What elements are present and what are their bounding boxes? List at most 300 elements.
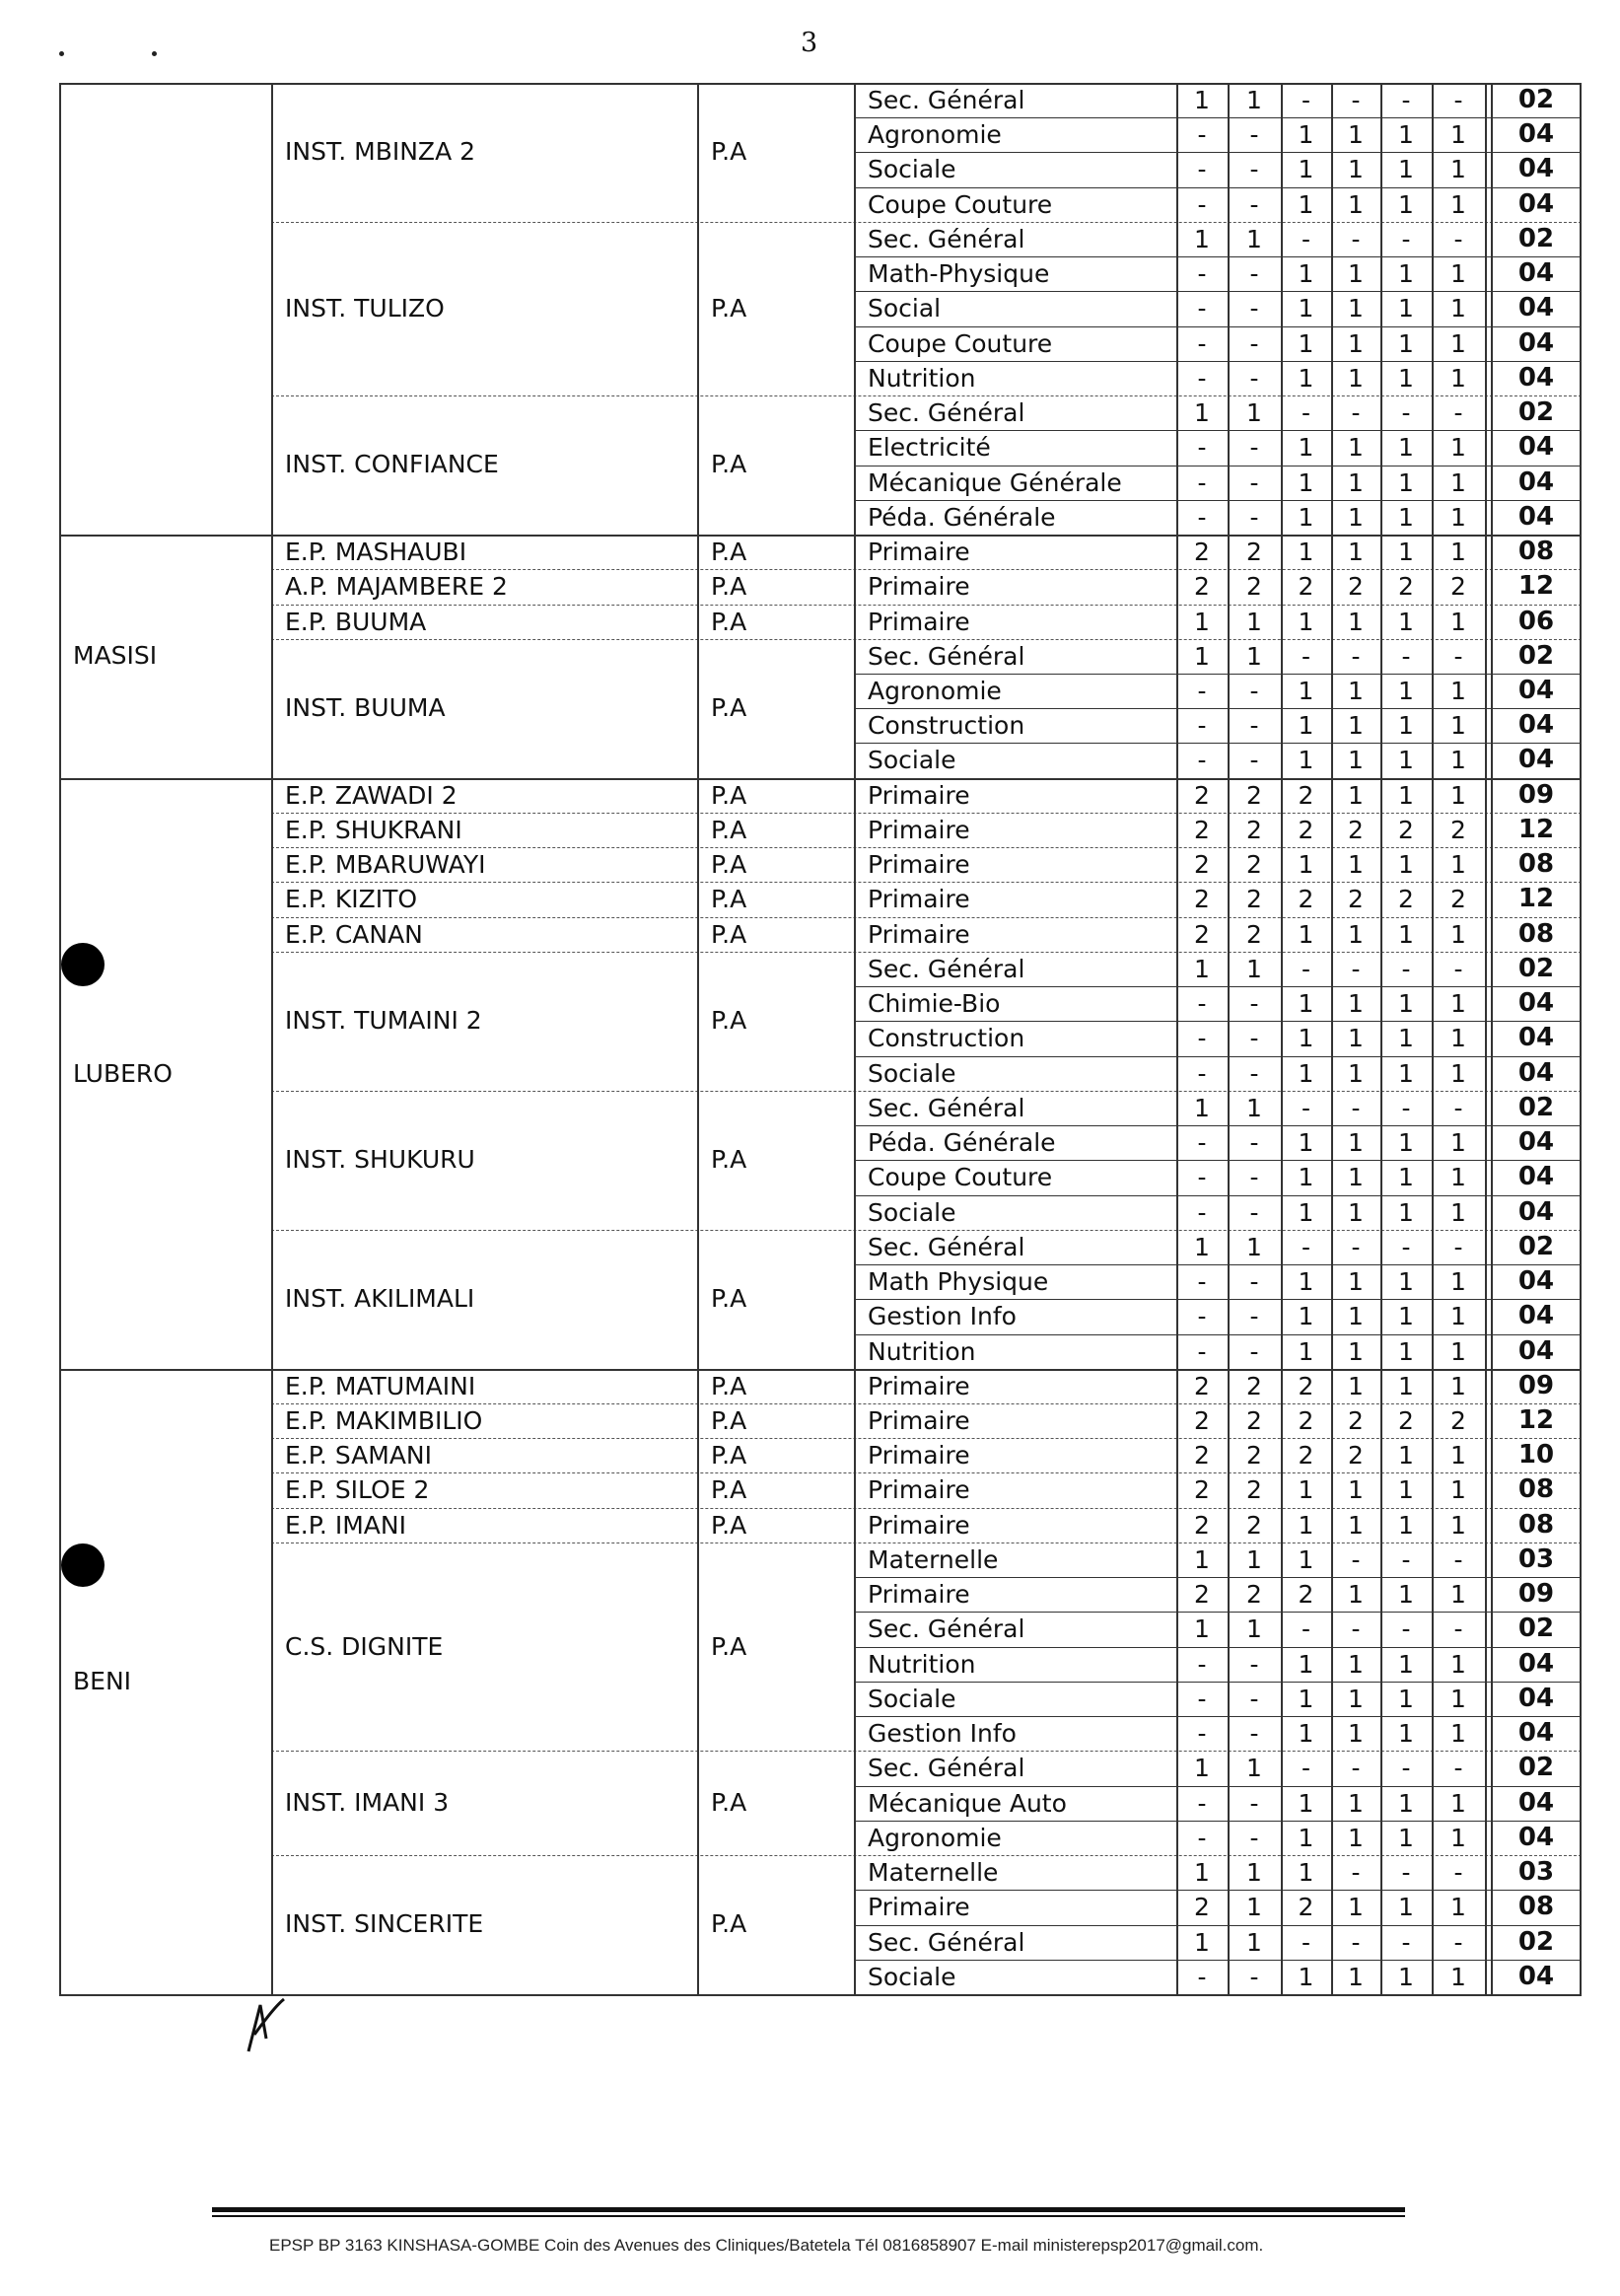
class-count: 1 (1450, 919, 1466, 949)
class-count: - (1453, 1544, 1463, 1574)
class-count: 1 (1298, 850, 1314, 880)
class-count: 1 (1398, 919, 1414, 949)
option-name: Math Physique (868, 1267, 1049, 1297)
class-count: - (1249, 1128, 1259, 1158)
option-total: 06 (1517, 606, 1555, 636)
option-name: Primaire (868, 1475, 970, 1505)
option-total: 04 (1517, 327, 1555, 358)
class-count: 1 (1398, 1371, 1414, 1400)
school-regime: P.A (711, 815, 747, 844)
option-name: Sociale (868, 155, 956, 184)
class-count: - (1453, 1093, 1463, 1122)
option-name: Construction (868, 711, 1025, 741)
class-count: - (1249, 467, 1259, 497)
school-name: E.P. IMANI (285, 1510, 406, 1540)
class-count: - (1249, 1684, 1259, 1713)
class-count: 1 (1298, 120, 1314, 150)
class-count: 1 (1348, 502, 1364, 532)
class-count: - (1197, 1163, 1207, 1192)
option-name: Primaire (868, 815, 970, 844)
class-count: 2 (1246, 815, 1262, 844)
class-count: 1 (1194, 398, 1210, 428)
option-name: Sociale (868, 1197, 956, 1227)
option-total: 08 (1517, 1509, 1555, 1540)
option-total: 09 (1517, 1579, 1555, 1610)
school-name: INST. IMANI 3 (285, 1788, 450, 1818)
option-name: Sociale (868, 1058, 956, 1088)
option-name: Primaire (868, 1580, 970, 1610)
option-total: 02 (1517, 223, 1555, 253)
class-count: - (1351, 398, 1361, 428)
option-total: 04 (1517, 1023, 1555, 1053)
class-count: - (1197, 467, 1207, 497)
option-name: Agronomie (868, 677, 1002, 706)
table-rule (271, 917, 1582, 918)
table-rule (271, 882, 1582, 883)
option-name: Math-Physique (868, 259, 1050, 289)
class-count: 1 (1348, 677, 1364, 706)
option-name: Primaire (868, 1441, 970, 1471)
class-count: 1 (1298, 1788, 1314, 1818)
class-count: 1 (1348, 259, 1364, 289)
class-count: 1 (1398, 711, 1414, 741)
class-count: 1 (1450, 294, 1466, 323)
option-total: 04 (1517, 1822, 1555, 1852)
class-count: - (1197, 677, 1207, 706)
class-count: - (1249, 1649, 1259, 1679)
class-count: - (1351, 1614, 1361, 1644)
class-count: 2 (1194, 1510, 1210, 1540)
table-rule (854, 1612, 1582, 1613)
class-count: 1 (1450, 989, 1466, 1019)
table-rule (854, 83, 856, 1996)
table-rule (854, 743, 1582, 744)
table-rule (1485, 83, 1487, 1996)
class-count: 1 (1348, 1058, 1364, 1088)
class-count: - (1249, 433, 1259, 463)
class-count: 1 (1450, 259, 1466, 289)
class-count: - (1249, 1163, 1259, 1192)
school-name: INST. MBINZA 2 (285, 137, 476, 166)
class-count: - (1351, 86, 1361, 114)
option-name: Péda. Générale (868, 1128, 1056, 1158)
class-count: - (1197, 1649, 1207, 1679)
class-count: 1 (1348, 1580, 1364, 1610)
option-name: Primaire (868, 1510, 970, 1540)
option-total: 02 (1517, 953, 1555, 983)
class-count: 1 (1450, 1823, 1466, 1852)
class-count: 1 (1194, 86, 1210, 114)
class-count: 1 (1348, 746, 1364, 775)
class-count: 1 (1298, 711, 1314, 741)
class-count: 2 (1298, 885, 1314, 914)
school-name: E.P. MASHAUBI (285, 538, 467, 567)
class-count: - (1249, 189, 1259, 219)
class-count: 2 (1246, 1475, 1262, 1505)
class-count: 1 (1398, 467, 1414, 497)
school-regime: P.A (711, 885, 747, 914)
class-count: 1 (1398, 607, 1414, 636)
class-count: - (1301, 1093, 1311, 1122)
school-regime: P.A (711, 450, 747, 479)
class-count: 1 (1194, 641, 1210, 671)
table-rule (1432, 83, 1434, 1996)
class-count: 2 (1398, 572, 1414, 602)
table-rule (854, 1195, 1582, 1196)
class-count: 1 (1298, 467, 1314, 497)
class-count: 1 (1298, 294, 1314, 323)
option-total: 04 (1517, 1127, 1555, 1158)
option-total: 04 (1517, 1961, 1555, 1991)
class-count: 1 (1450, 1580, 1466, 1610)
option-name: Péda. Générale (868, 502, 1056, 532)
footer-address: EPSP BP 3163 KINSHASA-GOMBE Coin des Avenues des Cliniques/Batetela Tél 0816858907 E-mail ministerepsp2017@gmail.com. (269, 2236, 1264, 2255)
region-name: MASISI (73, 641, 158, 671)
table-rule (854, 291, 1582, 292)
option-total: 02 (1517, 1231, 1555, 1261)
class-count: 1 (1398, 1823, 1414, 1852)
class-count: - (1249, 363, 1259, 393)
class-count: 2 (1298, 780, 1314, 810)
class-count: 1 (1348, 1823, 1364, 1852)
class-count: - (1249, 502, 1259, 532)
option-name: Agronomie (868, 120, 1002, 150)
table-rule (854, 708, 1582, 709)
class-count: 1 (1450, 1962, 1466, 1991)
option-total: 04 (1517, 362, 1555, 393)
class-count: 1 (1348, 919, 1364, 949)
class-count: 1 (1450, 1788, 1466, 1818)
table-rule (271, 222, 1582, 223)
class-count: 1 (1450, 1719, 1466, 1749)
class-count: - (1453, 1858, 1463, 1888)
class-count: - (1401, 1232, 1411, 1261)
class-count: 1 (1398, 1024, 1414, 1053)
table-rule (59, 1369, 271, 1371)
option-total: 04 (1517, 1683, 1555, 1713)
class-count: - (1401, 641, 1411, 671)
school-regime: P.A (711, 1283, 747, 1313)
class-count: 1 (1450, 850, 1466, 880)
class-count: - (1197, 1684, 1207, 1713)
class-count: 2 (1194, 780, 1210, 810)
table-rule (854, 1299, 1582, 1300)
school-regime: P.A (711, 538, 747, 567)
class-count: - (1301, 641, 1311, 671)
school-regime: P.A (711, 1510, 747, 1540)
class-count: 1 (1194, 1858, 1210, 1888)
class-count: 1 (1348, 1371, 1364, 1400)
class-count: 1 (1348, 607, 1364, 636)
class-count: 1 (1298, 189, 1314, 219)
class-count: 1 (1194, 1927, 1210, 1957)
school-regime: P.A (711, 1909, 747, 1939)
class-count: 1 (1398, 502, 1414, 532)
option-total: 03 (1517, 1543, 1555, 1574)
option-name: Primaire (868, 885, 970, 914)
class-count: 1 (1298, 1962, 1314, 1991)
class-count: 1 (1398, 1684, 1414, 1713)
class-count: - (1453, 954, 1463, 983)
option-total: 04 (1517, 119, 1555, 150)
class-count: - (1249, 120, 1259, 150)
class-count: 1 (1298, 1684, 1314, 1713)
class-count: 2 (1398, 1405, 1414, 1435)
class-count: 1 (1246, 1754, 1262, 1783)
school-regime: P.A (711, 1405, 747, 1435)
option-total: 04 (1517, 1057, 1555, 1088)
option-name: Sociale (868, 1684, 956, 1713)
class-count: 1 (1348, 467, 1364, 497)
option-total: 09 (1517, 1370, 1555, 1400)
class-count: - (1197, 363, 1207, 393)
option-total: 08 (1517, 1474, 1555, 1505)
class-count: 1 (1298, 433, 1314, 463)
option-name: Gestion Info (868, 1302, 1017, 1331)
class-count: - (1401, 1858, 1411, 1888)
table-rule (271, 639, 1582, 640)
class-count: 1 (1348, 1267, 1364, 1297)
class-count: 1 (1450, 1371, 1466, 1400)
footer-rule (212, 2207, 1405, 2212)
class-count: 2 (1298, 1893, 1314, 1922)
school-regime: P.A (711, 919, 747, 949)
school-name: INST. TUMAINI 2 (285, 1005, 482, 1035)
school-regime: P.A (711, 850, 747, 880)
table-rule (854, 1960, 1582, 1961)
class-count: 1 (1398, 1441, 1414, 1471)
option-total: 04 (1517, 676, 1555, 706)
option-total: 02 (1517, 1092, 1555, 1122)
class-count: 1 (1246, 641, 1262, 671)
option-name: Primaire (868, 538, 970, 567)
class-count: 1 (1450, 502, 1466, 532)
class-count: - (1197, 294, 1207, 323)
class-count: 1 (1298, 1058, 1314, 1088)
class-count: 2 (1246, 780, 1262, 810)
table-rule (59, 83, 1582, 85)
option-name: Nutrition (868, 1649, 976, 1679)
class-count: - (1249, 1302, 1259, 1331)
class-count: 1 (1348, 1684, 1364, 1713)
option-total: 08 (1517, 918, 1555, 949)
option-name: Primaire (868, 919, 970, 949)
class-count: - (1401, 1614, 1411, 1644)
class-count: 2 (1450, 815, 1466, 844)
class-count: 1 (1298, 989, 1314, 1019)
class-count: - (1249, 746, 1259, 775)
class-count: 1 (1348, 1197, 1364, 1227)
class-count: - (1351, 954, 1361, 983)
table-rule (854, 500, 1582, 501)
option-total: 04 (1517, 1196, 1555, 1227)
table-rule (271, 1751, 1582, 1752)
school-regime: P.A (711, 293, 747, 323)
class-count: - (1249, 1058, 1259, 1088)
option-total: 04 (1517, 293, 1555, 323)
table-rule (854, 674, 1582, 675)
class-count: 2 (1246, 885, 1262, 914)
class-count: 1 (1398, 155, 1414, 184)
class-count: 1 (1398, 850, 1414, 880)
option-name: Maternelle (868, 1858, 999, 1888)
class-count: 1 (1246, 1614, 1262, 1644)
class-count: 1 (1398, 1302, 1414, 1331)
school-name: INST. AKILIMALI (285, 1283, 475, 1313)
class-count: 1 (1348, 294, 1364, 323)
class-count: 1 (1194, 1614, 1210, 1644)
class-count: 2 (1450, 885, 1466, 914)
handwritten-mark-icon (241, 1997, 290, 2056)
class-count: 2 (1348, 1405, 1364, 1435)
class-count: 2 (1246, 1405, 1262, 1435)
option-name: Sec. Général (868, 1927, 1025, 1957)
option-total: 04 (1517, 1718, 1555, 1749)
school-regime: P.A (711, 692, 747, 722)
class-count: 2 (1246, 538, 1262, 567)
class-count: 1 (1398, 1197, 1414, 1227)
footer-rule (212, 2215, 1405, 2217)
class-count: 1 (1194, 1093, 1210, 1122)
class-count: - (1249, 155, 1259, 184)
option-total: 09 (1517, 779, 1555, 810)
class-count: 1 (1348, 1163, 1364, 1192)
school-regime: P.A (711, 1371, 747, 1400)
class-count: 1 (1348, 989, 1364, 1019)
table-rule (854, 152, 1582, 153)
class-count: 1 (1348, 1024, 1364, 1053)
school-name: INST. TULIZO (285, 293, 445, 323)
school-regime: P.A (711, 780, 747, 810)
option-name: Coupe Couture (868, 189, 1053, 219)
option-total: 04 (1517, 710, 1555, 741)
class-count: - (1401, 224, 1411, 253)
table-rule (59, 1994, 1582, 1996)
table-rule (271, 952, 1582, 953)
class-count: 1 (1348, 189, 1364, 219)
class-count: - (1351, 1927, 1361, 1957)
class-count: 1 (1450, 433, 1466, 463)
class-count: 2 (1398, 885, 1414, 914)
class-count: - (1249, 1719, 1259, 1749)
class-count: 1 (1194, 1754, 1210, 1783)
table-rule (854, 1577, 1582, 1578)
school-name: A.P. MAJAMBERE 2 (285, 572, 508, 602)
class-count: 1 (1398, 1649, 1414, 1679)
class-count: 1 (1398, 677, 1414, 706)
class-count: - (1401, 1544, 1411, 1574)
class-count: 1 (1246, 224, 1262, 253)
class-count: 1 (1298, 1475, 1314, 1505)
class-count: 2 (1246, 1371, 1262, 1400)
table-rule (271, 1855, 1582, 1856)
class-count: 1 (1348, 1962, 1364, 1991)
class-count: - (1249, 1197, 1259, 1227)
class-count: 2 (1246, 919, 1262, 949)
class-count: 2 (1298, 572, 1314, 602)
table-rule (271, 1438, 1582, 1439)
class-count: 1 (1398, 294, 1414, 323)
class-count: 1 (1298, 1267, 1314, 1297)
class-count: 1 (1398, 1163, 1414, 1192)
class-count: - (1197, 1024, 1207, 1053)
table-rule (854, 1716, 1582, 1717)
page-number: 3 (801, 28, 818, 58)
class-count: 1 (1298, 1823, 1314, 1852)
class-count: - (1197, 1267, 1207, 1297)
class-count: 1 (1348, 850, 1364, 880)
class-count: - (1351, 641, 1361, 671)
option-name: Primaire (868, 780, 970, 810)
class-count: - (1351, 1544, 1361, 1574)
table-rule (271, 1472, 1582, 1473)
table-rule (271, 1230, 1582, 1231)
option-total: 10 (1517, 1440, 1555, 1471)
class-count: 2 (1348, 885, 1364, 914)
table-rule (854, 1647, 1582, 1648)
class-count: 1 (1298, 1128, 1314, 1158)
option-total: 12 (1517, 884, 1555, 914)
school-regime: P.A (711, 607, 747, 636)
option-total: 04 (1517, 1648, 1555, 1679)
option-name: Sec. Général (868, 224, 1025, 253)
class-count: 1 (1398, 1267, 1414, 1297)
class-count: - (1453, 224, 1463, 253)
school-name: INST. SHUKURU (285, 1144, 475, 1174)
class-count: 1 (1246, 1093, 1262, 1122)
class-count: 1 (1348, 1302, 1364, 1331)
region-name: LUBERO (73, 1058, 173, 1088)
class-count: 1 (1348, 363, 1364, 393)
table-rule (854, 256, 1582, 257)
class-count: 2 (1194, 1371, 1210, 1400)
class-count: - (1301, 954, 1311, 983)
class-count: - (1197, 502, 1207, 532)
class-count: - (1249, 1267, 1259, 1297)
class-count: 1 (1246, 86, 1262, 114)
class-count: 1 (1298, 1163, 1314, 1192)
class-count: - (1301, 1927, 1311, 1957)
class-count: 1 (1348, 1649, 1364, 1679)
class-count: 1 (1298, 677, 1314, 706)
class-count: 1 (1298, 538, 1314, 567)
class-count: - (1301, 1232, 1311, 1261)
class-count: - (1301, 224, 1311, 253)
option-name: Mécanique Auto (868, 1788, 1067, 1818)
option-total: 04 (1517, 154, 1555, 184)
option-total: 04 (1517, 1787, 1555, 1818)
school-regime: P.A (711, 572, 747, 602)
class-count: 1 (1194, 224, 1210, 253)
class-count: 2 (1246, 1580, 1262, 1610)
class-count: 1 (1398, 1510, 1414, 1540)
school-name: E.P. BUUMA (285, 607, 427, 636)
class-count: - (1301, 86, 1311, 114)
class-count: 1 (1398, 120, 1414, 150)
class-count: 1 (1246, 1927, 1262, 1957)
option-name: Primaire (868, 607, 970, 636)
class-count: - (1301, 398, 1311, 428)
class-count: 1 (1450, 1197, 1466, 1227)
class-count: - (1197, 711, 1207, 741)
class-count: 2 (1194, 1441, 1210, 1471)
class-count: 2 (1298, 815, 1314, 844)
option-total: 08 (1517, 849, 1555, 880)
class-count: - (1249, 1788, 1259, 1818)
class-count: - (1351, 1232, 1361, 1261)
class-count: 1 (1298, 746, 1314, 775)
class-count: 2 (1298, 1405, 1314, 1435)
